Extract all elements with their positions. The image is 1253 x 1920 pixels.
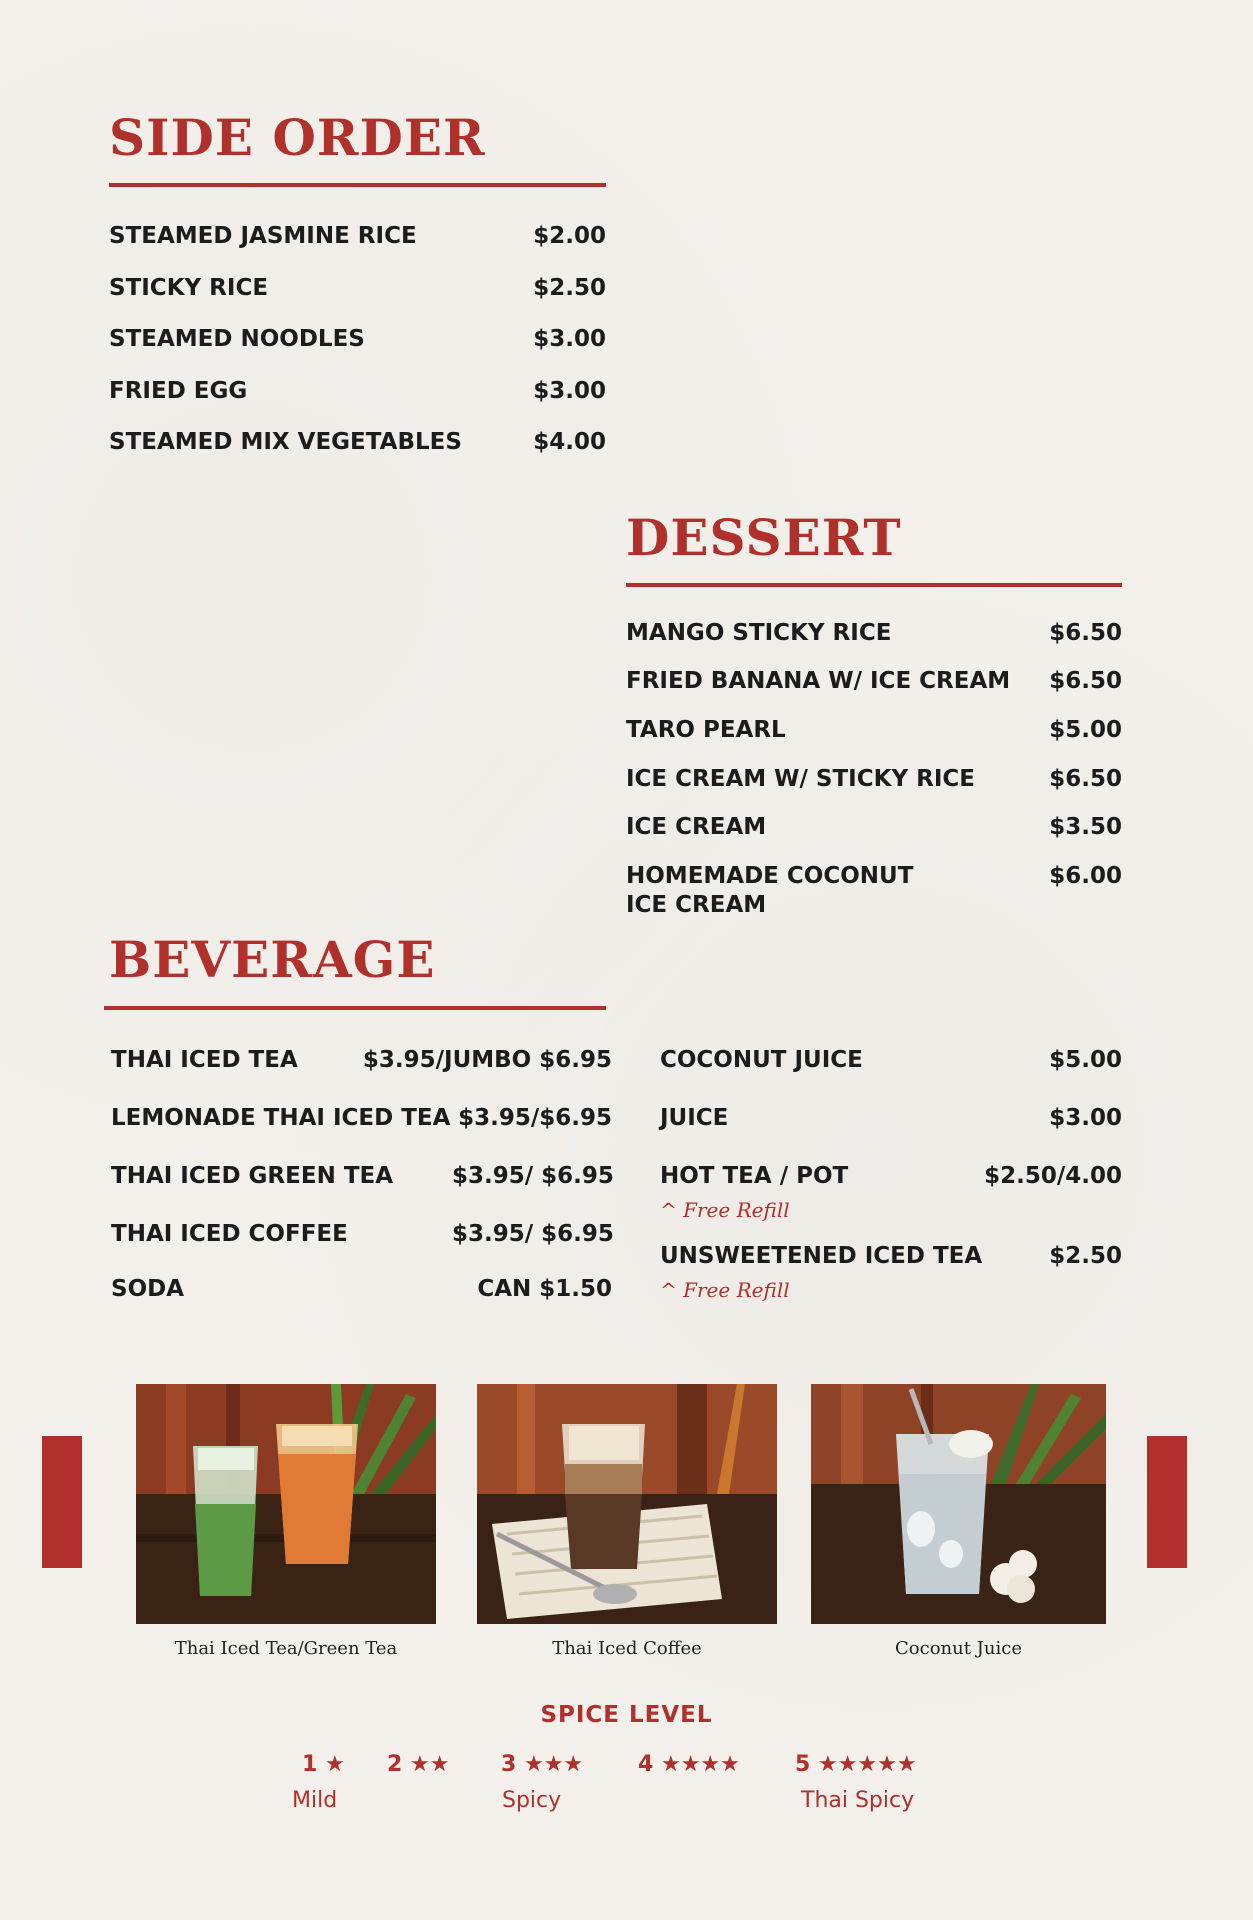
beverage-item-name: JUICE <box>660 1105 729 1131</box>
photo-caption: Coconut Juice <box>895 1638 1022 1659</box>
side-order-item-name: STICKY RICE <box>109 275 269 301</box>
photo-thai-iced-tea <box>136 1384 436 1624</box>
beverage-item-name: THAI ICED TEA <box>111 1047 298 1073</box>
side-order-item-price: $3.00 <box>533 326 606 352</box>
dessert-item-name: HOMEMADE COCONUT <box>626 863 914 889</box>
dessert-item-name: MANGO STICKY RICE <box>626 620 892 646</box>
spice-level-3: 3 ★★★ <box>501 1752 584 1777</box>
spice-level-1: 1 ★ <box>302 1752 345 1777</box>
beverage-item-name: COCONUT JUICE <box>660 1047 863 1073</box>
photo-thai-iced-coffee <box>477 1384 777 1624</box>
beverage-item-price: $3.95/ $6.95 <box>452 1163 614 1189</box>
side-order-item-price: $2.50 <box>533 275 606 301</box>
dessert-rule <box>626 583 1122 587</box>
dessert-item-price: $5.00 <box>1049 717 1122 743</box>
photo-caption: Thai Iced Coffee <box>552 1638 702 1659</box>
coconut-juice-image <box>811 1384 1106 1624</box>
free-refill-note: ^ Free Refill <box>660 1198 790 1222</box>
beverage-title: BEVERAGE <box>109 930 436 989</box>
side-order-item-price: $3.00 <box>533 378 606 404</box>
photo-coconut-juice <box>811 1384 1106 1624</box>
dessert-item-price: $3.50 <box>1049 814 1122 840</box>
dessert-item-name: ICE CREAM <box>626 892 767 918</box>
side-order-item-price: $4.00 <box>533 429 606 455</box>
beverage-item-price: CAN $1.50 <box>477 1276 612 1302</box>
dessert-item-price: $6.50 <box>1049 766 1122 792</box>
spice-level-title: SPICE LEVEL <box>540 1702 713 1728</box>
beverage-item-price: $5.00 <box>1049 1047 1122 1073</box>
beverage-item-name: LEMONADE THAI ICED TEA <box>111 1105 451 1131</box>
dessert-item-price: $6.50 <box>1049 620 1122 646</box>
side-order-title: SIDE ORDER <box>109 108 486 167</box>
dessert-item-name: TARO PEARL <box>626 717 786 743</box>
dessert-item-price: $6.50 <box>1049 668 1122 694</box>
beverage-item-name: SODA <box>111 1276 185 1302</box>
dessert-item-name: ICE CREAM <box>626 814 767 840</box>
spice-level-2: 2 ★★ <box>387 1752 450 1777</box>
photo-caption: Thai Iced Tea/Green Tea <box>174 1638 398 1659</box>
beverage-item-price: $3.00 <box>1049 1105 1122 1131</box>
left-accent-bar <box>42 1436 82 1568</box>
spice-level-4: 4 ★★★★ <box>638 1752 740 1777</box>
side-order-item-name: STEAMED NOODLES <box>109 326 365 352</box>
beverage-item-price: $2.50/4.00 <box>984 1163 1122 1189</box>
beverage-item-price: $2.50 <box>1049 1243 1122 1269</box>
thai-iced-coffee-image <box>477 1384 777 1624</box>
free-refill-note: ^ Free Refill <box>660 1278 790 1302</box>
dessert-title: DESSERT <box>626 508 902 567</box>
spice-label-spicy: Spicy <box>502 1788 562 1813</box>
beverage-item-price: $3.95/ $6.95 <box>452 1221 614 1247</box>
spice-label-thai-spicy: Thai Spicy <box>801 1788 915 1813</box>
thai-iced-tea-image <box>136 1384 436 1624</box>
side-order-item-name: STEAMED MIX VEGETABLES <box>109 429 462 455</box>
side-order-rule <box>109 183 606 187</box>
dessert-item-name: ICE CREAM W/ STICKY RICE <box>626 766 975 792</box>
beverage-rule <box>104 1006 606 1010</box>
side-order-item-name: STEAMED JASMINE RICE <box>109 223 417 249</box>
side-order-item-price: $2.00 <box>533 223 606 249</box>
beverage-item-price: $3.95/$6.95 <box>458 1105 612 1131</box>
spice-label-mild: Mild <box>292 1788 338 1813</box>
beverage-item-name: THAI ICED GREEN TEA <box>111 1163 394 1189</box>
beverage-item-price: $3.95/JUMBO $6.95 <box>362 1047 612 1073</box>
beverage-item-name: UNSWEETENED ICED TEA <box>660 1243 983 1269</box>
beverage-item-name: HOT TEA / POT <box>660 1163 849 1189</box>
right-accent-bar <box>1147 1436 1187 1568</box>
beverage-item-name: THAI ICED COFFEE <box>111 1221 348 1247</box>
spice-level-5: 5 ★★★★★ <box>795 1752 917 1777</box>
dessert-item-name: FRIED BANANA W/ ICE CREAM <box>626 668 1011 694</box>
side-order-item-name: FRIED EGG <box>109 378 248 404</box>
dessert-item-price: $6.00 <box>1049 863 1122 889</box>
